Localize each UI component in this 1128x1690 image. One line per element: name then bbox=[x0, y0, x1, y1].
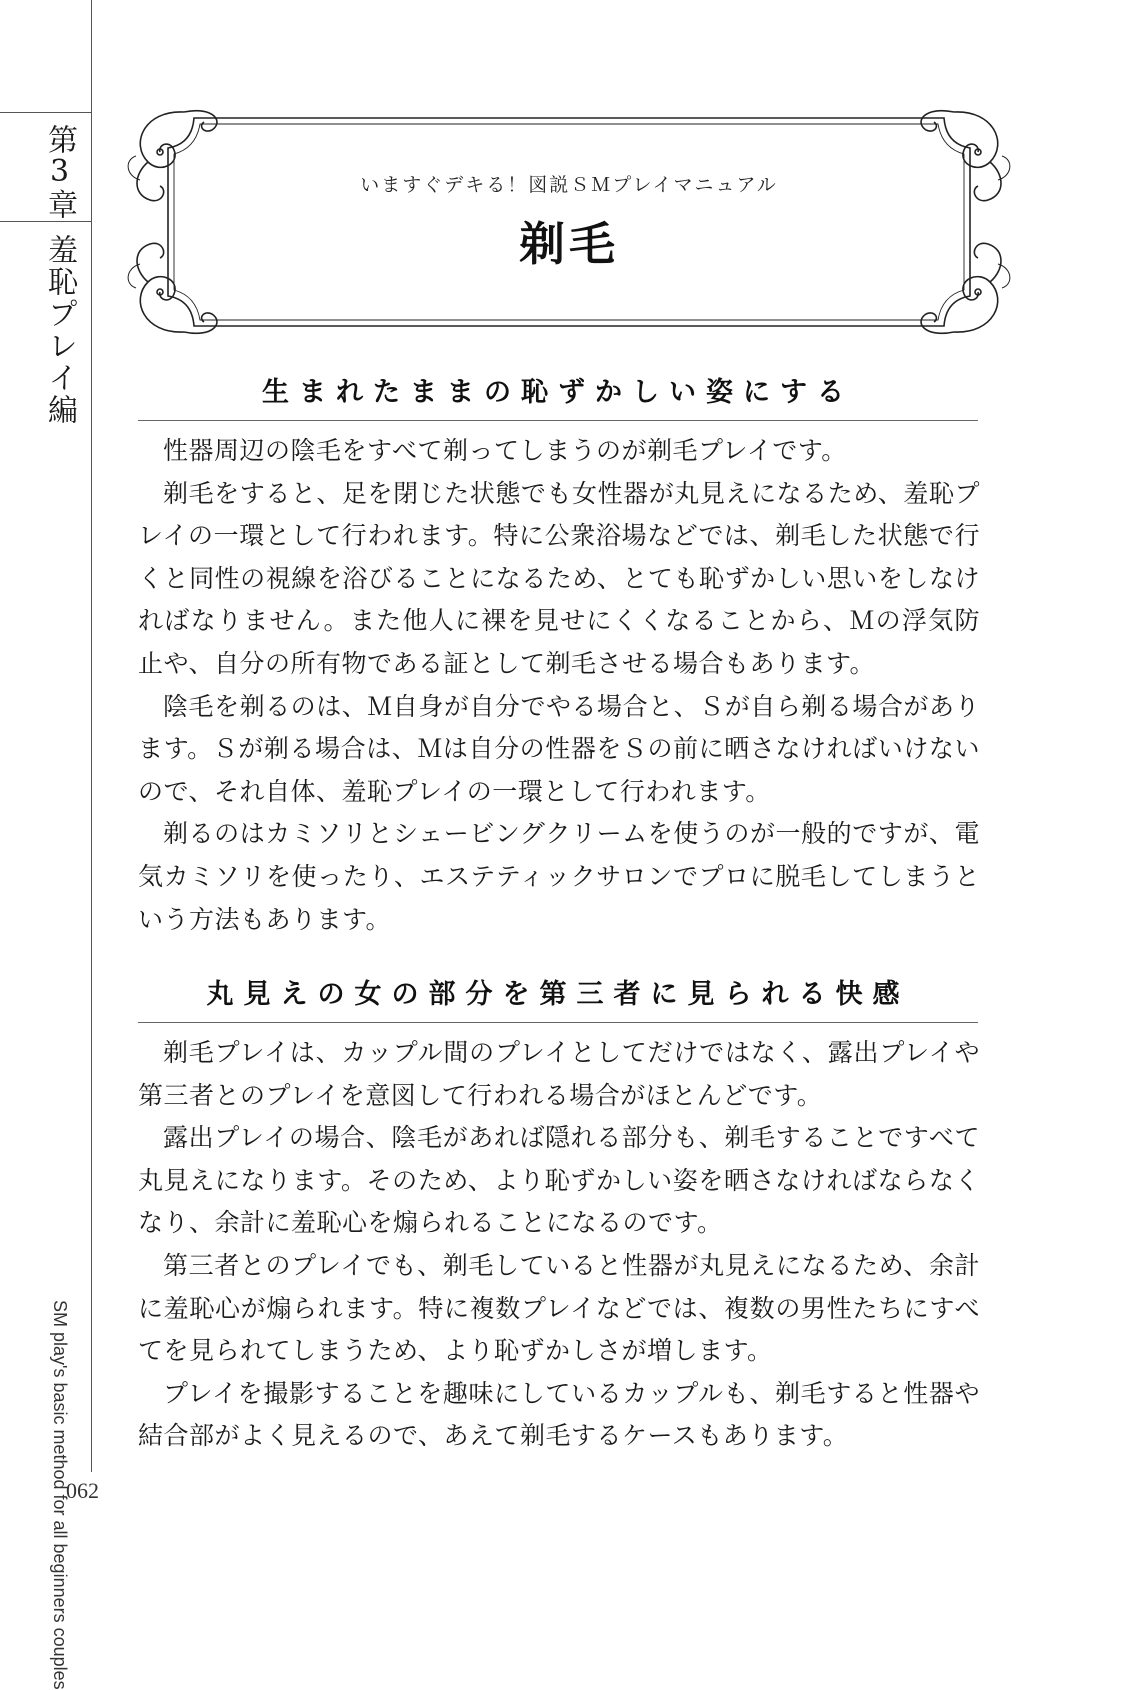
chapter-label: 第3章 bbox=[42, 124, 77, 219]
section-heading: 丸見えの女の部分を第三者に見られる快感 bbox=[206, 979, 910, 1010]
page-number: 062 bbox=[66, 1478, 99, 1503]
paragraph: 剃毛プレイは、カップル間のプレイとしてだけではなく、露出プレイや第三者とのプレイを意図して行われる場合がほとんどです。 bbox=[138, 1038, 980, 1110]
book-subtitle: いますぐデキる！図説ＳＭプレイマニュアル bbox=[360, 174, 778, 196]
margin-rule bbox=[91, 0, 92, 1472]
title-frame bbox=[124, 104, 1014, 340]
paragraph: 性器周辺の陰毛をすべて剃ってしまうのが剃毛プレイです。 bbox=[163, 436, 847, 465]
section-body bbox=[138, 430, 980, 941]
section-rule bbox=[138, 420, 978, 421]
section-rule bbox=[138, 1022, 978, 1023]
paragraph: 第三者とのプレイでも、剃毛していると性器が丸見えになるため、余計に羞恥心が煽られます。特に複数プレイなどでは、複数の男性たちにすべてを見られてしまうため、より恥ずかしさが増します。 bbox=[138, 1250, 980, 1366]
paragraph: 剃るのはカミソリとシェービングクリームを使うのが一般的ですが、電気カミソリを使ったり、エステティックサロンでプロに脱毛してしまうという方法もあります。 bbox=[138, 819, 980, 934]
section-heading: 生まれたままの恥ずかしい姿にする bbox=[262, 377, 854, 408]
paragraph: 露出プレイの場合、陰毛があれば隠れる部分も、剃毛することですべて丸見えになります。そのため、より恥ずかしい姿を晒さなければならなくなり、余計に羞恥心を煽られることになるのです。 bbox=[138, 1123, 980, 1238]
english-tagline: SM play's basic method for all beginners couples bbox=[50, 1300, 70, 1690]
paragraph: 剃毛をすると、足を閉じた状態でも女性器が丸見えになるため、羞恥プレイの一環として行われます。特に公衆浴場などでは、剃毛した状態で行くと同性の視線を浴びることになるため、とても恥ずかしい思いをしなければなりません。また他人に裸を見せにくくなることから、Ｍの浮気防止や、自分の所有物である証として剃毛させる場合もあります。 bbox=[138, 478, 980, 678]
page-title: 剃毛 bbox=[519, 217, 619, 271]
section-body bbox=[138, 1032, 980, 1458]
section-label: 羞恥プレイ編 bbox=[42, 234, 77, 426]
paragraph: 陰毛を剃るのは、Ｍ自身が自分でやる場合と、Ｓが自ら剃る場合があります。Ｓが剃る場合は、Ｍは自分の性器をＳの前に晒さなければいけないので、それ自体、羞恥プレイの一環として行われます。 bbox=[138, 691, 980, 806]
paragraph: プレイを撮影することを趣味にしているカップルも、剃毛すると性器や結合部がよく見えるので、あえて剃毛するケースもあります。 bbox=[138, 1378, 980, 1451]
